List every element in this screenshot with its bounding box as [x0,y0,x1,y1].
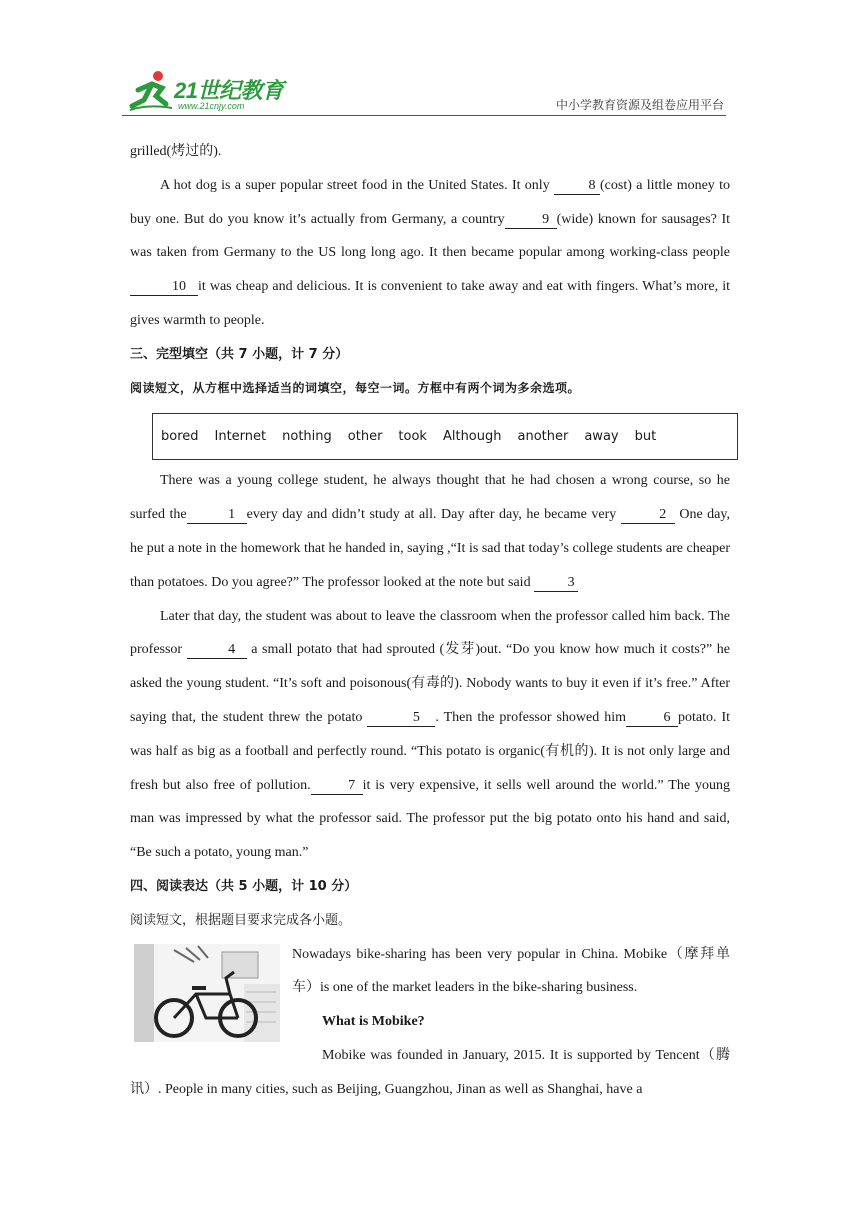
section-4-instruction: 阅读短文，根据题目要求完成各小题。 [130,912,352,928]
word-bank-item: nothing [282,429,332,445]
potato-paragraph-2: Later that day, the student was about to leave the classroom when the professor called him back. The professor 4 a small potato that had sprouted (发芽)out. “Do you know how much it costs?” he asked the young student. “It’s soft and poisonous(有毒的). Nobody wants to buy it even if it’s free.” After saying that, the student threw the potato 5 . Then the professor showed him 6 potato. It was half as big as a football and perfectly round. “This potato is organic(有机的). It is not only large and fresh but also free of pollution. 7 it is very expensive, it sells well around the world.” The young man was impressed by what the professor said. The professor put the big potato onto his hand and said, “Be such a potato, young man.” [130,608,731,861]
word-bank-item: but [634,429,657,445]
hot-dog-paragraph: A hot dog is a super popular street food in the United States. It only 8 (cost) a little money to buy one. But do you know it’s actually from Germany, a country 9 (wide) known for sausages? It was taken from Germany to the US long long ago. It then became popular among working-class people 10 it was cheap and delicious. It is convenient to take away and eat with fingers. What’s more, it gives warmth to people. [130,177,731,328]
header-platform-name: 中小学教育资源及组卷应用平台 [555,98,724,112]
blank-5[interactable]: 5 [367,710,435,727]
blank-1[interactable]: 1 [187,507,247,524]
blank-2[interactable]: 2 [621,507,675,524]
word-bank-item: took [398,429,427,445]
blank-6[interactable]: 6 [626,710,678,727]
blank-8[interactable]: 8 [554,178,600,195]
site-logo [122,68,292,114]
mobike-paragraph-2: Mobike was founded in January, 2015. It is supported by Tencent（腾讯）. People in many cities, such as Beijing, Guangzhou, Jinan as well as Shanghai, have a [130,1047,730,1097]
word-bank-item: away [584,429,619,445]
runner-logo-icon [128,70,174,112]
section-3-heading: 三、完型填空（共 7 小题，计 7 分） [130,346,349,362]
word-bank-item: bored [161,429,199,445]
word-bank-box [152,413,738,460]
section-3-instruction: 阅读短文，从方框中选择适当的词填空，每空一词。方框中有两个词为多余选项。 [130,380,581,395]
blank-3[interactable]: 3 [534,575,578,592]
word-bank-item: another [517,429,569,445]
logo-url: www.21cnjy.com [178,101,245,111]
blank-4[interactable]: 4 [187,642,247,659]
document-body [130,135,730,1107]
word-bank-item: other [347,429,383,445]
page-header [122,68,726,116]
word-bank-item: Although [442,429,502,445]
mobike-subheading: What is Mobike? [322,1014,425,1030]
mobike-passage [130,938,730,1107]
section-4-heading: 四、阅读表达（共 5 小题，计 10 分） [130,878,358,894]
logo-text: 21世纪教育 [174,78,284,103]
blank-9[interactable]: 9 [505,212,557,229]
passage-fragment: grilled(烤过的). [130,144,222,159]
mobike-paragraph-1: Nowadays bike-sharing has been very popular in China. Mobike（摩拜单车）is one of the market leaders in the bike-sharing business. [292,946,730,996]
bicycle-image-icon [134,944,280,1042]
potato-paragraph-1: There was a young college student, he always thought that he had chosen a wrong course, so he surfed the 1 every day and didn’t study at all. Day after day, he became very 2 One day, he put a note in the homework that he handed in, saying ,“It is sad that today’s college students are cheaper than potatoes. Do you agree?” The professor looked at the note but said 3 [130,473,730,590]
word-bank-item: Internet [214,429,267,445]
blank-7[interactable]: 7 [311,778,363,795]
blank-10[interactable]: 10 [130,279,198,296]
header-divider [122,115,726,116]
